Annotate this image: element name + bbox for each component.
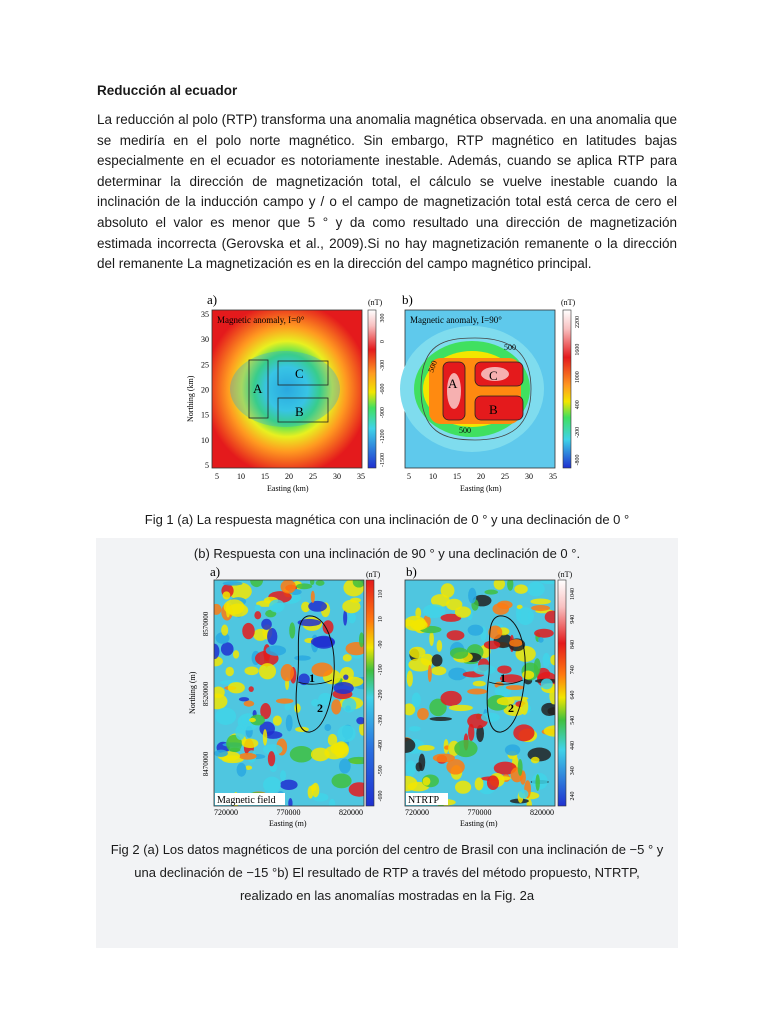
texture-blob bbox=[531, 605, 550, 611]
texture-blob bbox=[353, 576, 365, 588]
texture-blob bbox=[429, 717, 452, 721]
texture-blob bbox=[418, 745, 435, 751]
texture-blob bbox=[280, 770, 286, 781]
x-tick-label: 10 bbox=[237, 472, 245, 481]
x-tick-label: 25 bbox=[501, 472, 509, 481]
texture-blob bbox=[267, 628, 277, 645]
texture-blob bbox=[428, 665, 432, 682]
zone-label-1: 1 bbox=[500, 671, 506, 685]
texture-blob bbox=[249, 718, 256, 722]
texture-blob bbox=[268, 751, 275, 766]
y-tick-label: 20 bbox=[201, 385, 209, 395]
y-tick-labels bbox=[202, 611, 210, 776]
colorbar-tick-label: -90 bbox=[378, 640, 384, 649]
texture-blob bbox=[412, 692, 421, 707]
texture-blob bbox=[221, 642, 234, 655]
texture-blob bbox=[506, 685, 524, 690]
map-label-B: B bbox=[489, 402, 498, 417]
colorbar-tick-labels bbox=[380, 314, 386, 468]
figure-2-caption bbox=[97, 838, 677, 907]
y-tick-label: 8570000 bbox=[202, 611, 210, 637]
paragraph-line: especialmente en el ecuador es notoriamente inestable. Además, cuando se aplica RTP para bbox=[97, 153, 677, 169]
texture-blob bbox=[296, 583, 312, 589]
colorbar-tick-label: 740 bbox=[570, 665, 576, 675]
texture-blob bbox=[534, 629, 554, 638]
colorbar-unit: (nT) bbox=[368, 298, 383, 307]
texture-blob bbox=[417, 708, 429, 720]
texture-blob bbox=[437, 640, 443, 652]
paragraph-line: determinar la dirección de magnetización total, el cálculo se vuelve inestable cuando la bbox=[97, 173, 677, 189]
colorbar-tick-labels bbox=[378, 590, 384, 802]
x-tick-labels bbox=[215, 472, 365, 481]
texture-blob bbox=[484, 641, 500, 650]
texture-blob bbox=[481, 713, 500, 722]
colorbar-a bbox=[368, 310, 376, 468]
axis-label-easting: Easting (km) bbox=[267, 484, 309, 493]
panel-letter-a: a) bbox=[207, 292, 218, 307]
texture-blob bbox=[229, 748, 240, 752]
body-paragraph bbox=[97, 110, 677, 275]
texture-blob bbox=[409, 726, 421, 731]
axis-label-easting: Easting (m) bbox=[269, 819, 307, 828]
texture-blob bbox=[253, 629, 267, 641]
y-tick-label: 8520000 bbox=[202, 681, 210, 707]
texture-blob bbox=[239, 753, 257, 760]
texture-blob bbox=[423, 777, 431, 786]
texture-blob bbox=[432, 654, 443, 666]
texture-blob bbox=[343, 674, 348, 679]
texture-blob bbox=[550, 655, 558, 666]
texture-blob bbox=[513, 724, 534, 741]
map-label-C: C bbox=[295, 366, 304, 381]
texture-blob bbox=[406, 760, 416, 776]
caption-line: Fig 2 (a) Los datos magnéticos de una porción del centro de Brasil con una inclinación de −5 ° y bbox=[110, 842, 664, 857]
map-panel-a bbox=[207, 573, 373, 809]
colorbar-tick-label: -190 bbox=[378, 664, 384, 676]
x-tick-label: 30 bbox=[525, 472, 533, 481]
x-tick-label: 5 bbox=[215, 472, 219, 481]
colorbar-tick-label: -600 bbox=[380, 383, 386, 395]
texture-blob bbox=[455, 781, 471, 794]
x-tick-label: 15 bbox=[453, 472, 461, 481]
colorbar-unit: (nT) bbox=[366, 570, 381, 579]
texture-blob bbox=[223, 581, 243, 585]
map-label-C: C bbox=[489, 368, 498, 383]
figure-1 bbox=[185, 292, 585, 498]
texture-blob bbox=[440, 691, 461, 706]
panel-letter-b: b) bbox=[406, 564, 417, 579]
texture-blob bbox=[517, 607, 534, 625]
texture-blob bbox=[348, 612, 356, 623]
texture-blob bbox=[266, 645, 286, 655]
map-low-zone bbox=[230, 351, 340, 427]
colorbar-tick-label: -1500 bbox=[380, 453, 386, 467]
x-tick-label: 770000 bbox=[276, 808, 301, 817]
colorbar-tick-label: 110 bbox=[378, 589, 384, 599]
texture-blob bbox=[497, 601, 513, 609]
texture-blob bbox=[281, 664, 294, 681]
map-title: Magnetic anomaly, I=90° bbox=[410, 315, 502, 325]
texture-blob bbox=[416, 762, 423, 771]
colorbar-b bbox=[558, 580, 566, 806]
texture-blob bbox=[473, 681, 486, 687]
x-tick-label: 25 bbox=[309, 472, 317, 481]
texture-blob bbox=[290, 746, 313, 763]
zone-label-1: 1 bbox=[309, 671, 315, 685]
y-tick-label: 5 bbox=[205, 461, 209, 470]
texture-blob bbox=[454, 740, 477, 757]
colorbar-a bbox=[366, 580, 374, 806]
texture-blob bbox=[242, 623, 255, 639]
texture-blob bbox=[308, 786, 314, 799]
texture-blob bbox=[468, 724, 474, 741]
texture-blob bbox=[521, 698, 529, 715]
contour-label: 500 bbox=[459, 426, 471, 435]
paragraph-line: se mediría en el polo norte magnético. Sin embargo, RTP magnético en latitudes bajas bbox=[97, 132, 677, 148]
y-tick-label: 35 bbox=[201, 310, 209, 319]
paragraph-line: La reducción al polo (RTP) transforma una anomalia magnética observada. en una anomalia que bbox=[97, 112, 677, 127]
texture-blob bbox=[263, 729, 267, 745]
texture-blob bbox=[233, 650, 239, 659]
axis-label-northing: Northing (km) bbox=[186, 375, 195, 422]
texture-blob bbox=[404, 616, 426, 631]
texture-blob bbox=[269, 599, 285, 612]
texture-blob bbox=[311, 748, 330, 762]
texture-blob bbox=[329, 799, 335, 810]
x-tick-labels bbox=[407, 472, 557, 481]
texture-blob bbox=[407, 670, 413, 686]
texture-blob bbox=[244, 667, 258, 676]
texture-blob bbox=[333, 682, 353, 694]
figure-1-caption-b: (b) Respuesta con una inclinación de 90 ° y una declinación de 0 °. bbox=[193, 546, 581, 561]
section-heading: Reducción al ecuador bbox=[97, 83, 238, 98]
texture-blob bbox=[535, 774, 539, 791]
texture-blob bbox=[289, 622, 295, 638]
colorbar-tick-label: 340 bbox=[570, 766, 576, 776]
x-tick-label: 820000 bbox=[339, 808, 363, 817]
texture-blob bbox=[286, 715, 293, 732]
colorbar-tick-label: -490 bbox=[378, 740, 384, 751]
y-tick-label: 30 bbox=[201, 335, 209, 345]
map-title: Magnetic anomaly, I=0° bbox=[217, 315, 305, 325]
texture-blob bbox=[288, 798, 292, 808]
colorbar-tick-label: -900 bbox=[380, 407, 386, 419]
paragraph-line: absoluto el valor es menor que 5 ° y da como resultado una dirección de magnetización bbox=[97, 214, 677, 230]
texture-blob bbox=[225, 667, 233, 676]
texture-blob bbox=[337, 725, 355, 742]
colorbar-tick-label: -390 bbox=[378, 714, 384, 726]
figure-1-caption-a: Fig 1 (a) La respuesta magnética con una inclinación de 0 ° y una declinación de 0 ° bbox=[144, 512, 630, 527]
texture-blob bbox=[263, 777, 281, 793]
texture-blob bbox=[396, 776, 418, 791]
paragraph-line: inclinación de la inducción campo y / o el campo de magnetización total está cerca de cero el bbox=[97, 194, 677, 210]
texture-blob bbox=[310, 578, 314, 585]
texture-blob bbox=[343, 610, 347, 626]
colorbar-tick-label: 640 bbox=[570, 690, 576, 700]
colorbar-tick-label: -690 bbox=[378, 790, 384, 802]
x-tick-label: 720000 bbox=[405, 808, 429, 817]
texture-blob bbox=[241, 716, 247, 724]
x-tick-labels bbox=[405, 808, 554, 817]
texture-blob bbox=[280, 780, 298, 790]
texture-blob bbox=[468, 588, 476, 604]
texture-blob bbox=[509, 639, 523, 647]
texture-blob bbox=[447, 630, 465, 640]
texture-blob bbox=[514, 584, 528, 594]
x-tick-label: 10 bbox=[429, 472, 437, 481]
panel-letter-a: a) bbox=[210, 564, 221, 579]
colorbar-tick-label: 940 bbox=[570, 614, 576, 624]
texture-blob bbox=[295, 727, 309, 732]
texture-blob bbox=[316, 580, 325, 586]
colorbar-tick-label: -300 bbox=[380, 359, 386, 371]
panel-letter-b: b) bbox=[402, 292, 413, 307]
texture-blob bbox=[249, 686, 254, 692]
y-tick-label: 15 bbox=[201, 410, 209, 420]
texture-blob bbox=[228, 604, 248, 617]
texture-blob bbox=[273, 716, 282, 726]
texture-blob bbox=[311, 591, 315, 603]
texture-blob bbox=[221, 625, 228, 636]
corner-label: Magnetic field bbox=[217, 795, 276, 806]
x-tick-label: 5 bbox=[407, 472, 411, 481]
texture-blob bbox=[519, 790, 529, 799]
colorbar-tick-label: 1600 bbox=[575, 343, 581, 356]
colorbar-tick-label: 0 bbox=[380, 340, 386, 344]
texture-blob bbox=[237, 763, 247, 777]
caption-line: realizado en las anomalías mostradas en la Fig. 2a bbox=[239, 888, 535, 903]
texture-blob bbox=[475, 777, 484, 790]
contour-label: 500 bbox=[426, 359, 439, 374]
texture-blob bbox=[531, 757, 540, 764]
texture-blob bbox=[468, 625, 484, 636]
colorbar-tick-label: -1200 bbox=[380, 429, 386, 444]
colorbar-tick-label: 2200 bbox=[575, 316, 581, 328]
texture-blob bbox=[538, 637, 544, 643]
y-tick-labels bbox=[201, 310, 209, 470]
corner-label: NTRTP bbox=[408, 795, 440, 806]
map-label-B: B bbox=[295, 404, 304, 419]
colorbar-tick-label: 1040 bbox=[570, 588, 576, 600]
zone-label-2: 2 bbox=[317, 701, 323, 715]
colorbar-tick-labels bbox=[570, 588, 576, 801]
texture-blob bbox=[254, 611, 261, 619]
colorbar-tick-label: 300 bbox=[380, 313, 386, 323]
colorbar-tick-label: 400 bbox=[575, 400, 581, 410]
paragraph-line: estimada incorrecta (Gerovska et al., 2009).Si no hay magnetización remanente o la dirección bbox=[97, 235, 677, 251]
x-tick-labels bbox=[214, 808, 363, 817]
zone-label-2: 2 bbox=[508, 701, 514, 715]
x-tick-label: 35 bbox=[357, 472, 365, 481]
texture-blob bbox=[342, 600, 360, 613]
colorbar-tick-label: -200 bbox=[575, 426, 581, 438]
axis-label-northing: Northing (m) bbox=[188, 671, 197, 714]
texture-blob bbox=[223, 591, 231, 599]
colorbar-tick-label: -290 bbox=[378, 689, 384, 701]
texture-blob bbox=[527, 582, 545, 597]
colorbar-unit: (nT) bbox=[558, 570, 573, 579]
texture-blob bbox=[324, 724, 331, 731]
caption-line: una declinación de −15 °b) El resultado de RTP a través del método propuesto, NTRTP, bbox=[134, 865, 640, 880]
texture-blob bbox=[214, 750, 228, 757]
texture-blob bbox=[505, 744, 520, 755]
texture-blob bbox=[261, 619, 272, 630]
map-panel-b bbox=[395, 578, 565, 811]
texture-blob bbox=[487, 775, 499, 790]
texture-blob bbox=[342, 698, 356, 713]
texture-blob bbox=[467, 688, 487, 694]
axis-label-easting: Easting (km) bbox=[460, 484, 502, 493]
texture-blob bbox=[259, 663, 276, 679]
texture-blob bbox=[294, 703, 300, 712]
colorbar-b bbox=[563, 310, 571, 468]
texture-blob bbox=[276, 698, 294, 703]
texture-blob bbox=[294, 655, 311, 660]
contour-label: 500 bbox=[504, 343, 516, 352]
texture-blob bbox=[331, 774, 351, 789]
texture-blob bbox=[530, 598, 550, 604]
texture-blob bbox=[343, 654, 352, 661]
texture-blob bbox=[542, 653, 550, 667]
texture-blob bbox=[429, 632, 434, 646]
x-tick-label: 15 bbox=[261, 472, 269, 481]
y-tick-label: 8470000 bbox=[202, 751, 210, 777]
colorbar-tick-label: 440 bbox=[570, 741, 576, 750]
texture-blob bbox=[518, 759, 523, 776]
texture-blob bbox=[522, 671, 534, 680]
colorbar-tick-labels bbox=[575, 316, 581, 466]
texture-blob bbox=[255, 605, 261, 612]
texture-blob bbox=[449, 705, 473, 711]
texture-blob bbox=[215, 708, 236, 725]
figure-2 bbox=[186, 564, 586, 832]
texture-blob bbox=[339, 759, 351, 774]
colorbar-tick-label: 540 bbox=[570, 715, 576, 725]
x-tick-label: 20 bbox=[285, 472, 293, 481]
x-tick-label: 20 bbox=[477, 472, 485, 481]
texture-blob bbox=[228, 682, 245, 693]
x-tick-label: 720000 bbox=[214, 808, 238, 817]
texture-blob bbox=[433, 754, 455, 763]
texture-blob bbox=[284, 703, 290, 710]
texture-blob bbox=[484, 590, 497, 595]
texture-blob bbox=[211, 604, 222, 615]
texture-blob bbox=[239, 697, 249, 701]
x-tick-label: 820000 bbox=[530, 808, 554, 817]
y-tick-label: 25 bbox=[201, 360, 209, 370]
colorbar-tick-label: 1000 bbox=[575, 371, 581, 384]
texture-blob bbox=[308, 601, 327, 612]
texture-blob bbox=[549, 687, 557, 704]
map-label-A: A bbox=[448, 376, 458, 391]
texture-blob bbox=[409, 647, 425, 658]
colorbar-unit: (nT) bbox=[561, 298, 576, 307]
texture-blob bbox=[473, 664, 495, 674]
map-label-A: A bbox=[253, 381, 263, 396]
texture-blob bbox=[242, 738, 259, 748]
texture-blob bbox=[244, 701, 255, 707]
x-tick-label: 770000 bbox=[467, 808, 492, 817]
map-box-B bbox=[475, 396, 523, 420]
colorbar-tick-label: -800 bbox=[575, 454, 581, 466]
paragraph-line: del remanente La magnetización es en la dirección del campo magnético principal. bbox=[97, 256, 592, 272]
texture-blob bbox=[359, 632, 364, 647]
texture-blob bbox=[545, 611, 560, 624]
x-tick-label: 30 bbox=[333, 472, 341, 481]
colorbar-tick-label: 10 bbox=[378, 616, 384, 623]
y-tick-label: 10 bbox=[201, 435, 209, 445]
colorbar-tick-label: 240 bbox=[570, 791, 576, 801]
texture-blob bbox=[455, 606, 471, 617]
texture-blob bbox=[450, 647, 468, 658]
axis-label-easting: Easting (m) bbox=[460, 819, 498, 828]
texture-blob bbox=[281, 580, 296, 594]
texture-blob bbox=[441, 583, 455, 597]
texture-blob bbox=[235, 725, 245, 740]
colorbar-tick-label: -590 bbox=[378, 765, 384, 777]
texture-blob bbox=[331, 699, 341, 714]
texture-blob bbox=[431, 666, 446, 675]
x-tick-label: 35 bbox=[549, 472, 557, 481]
colorbar-tick-label: 840 bbox=[570, 640, 576, 649]
texture-blob bbox=[541, 679, 553, 690]
